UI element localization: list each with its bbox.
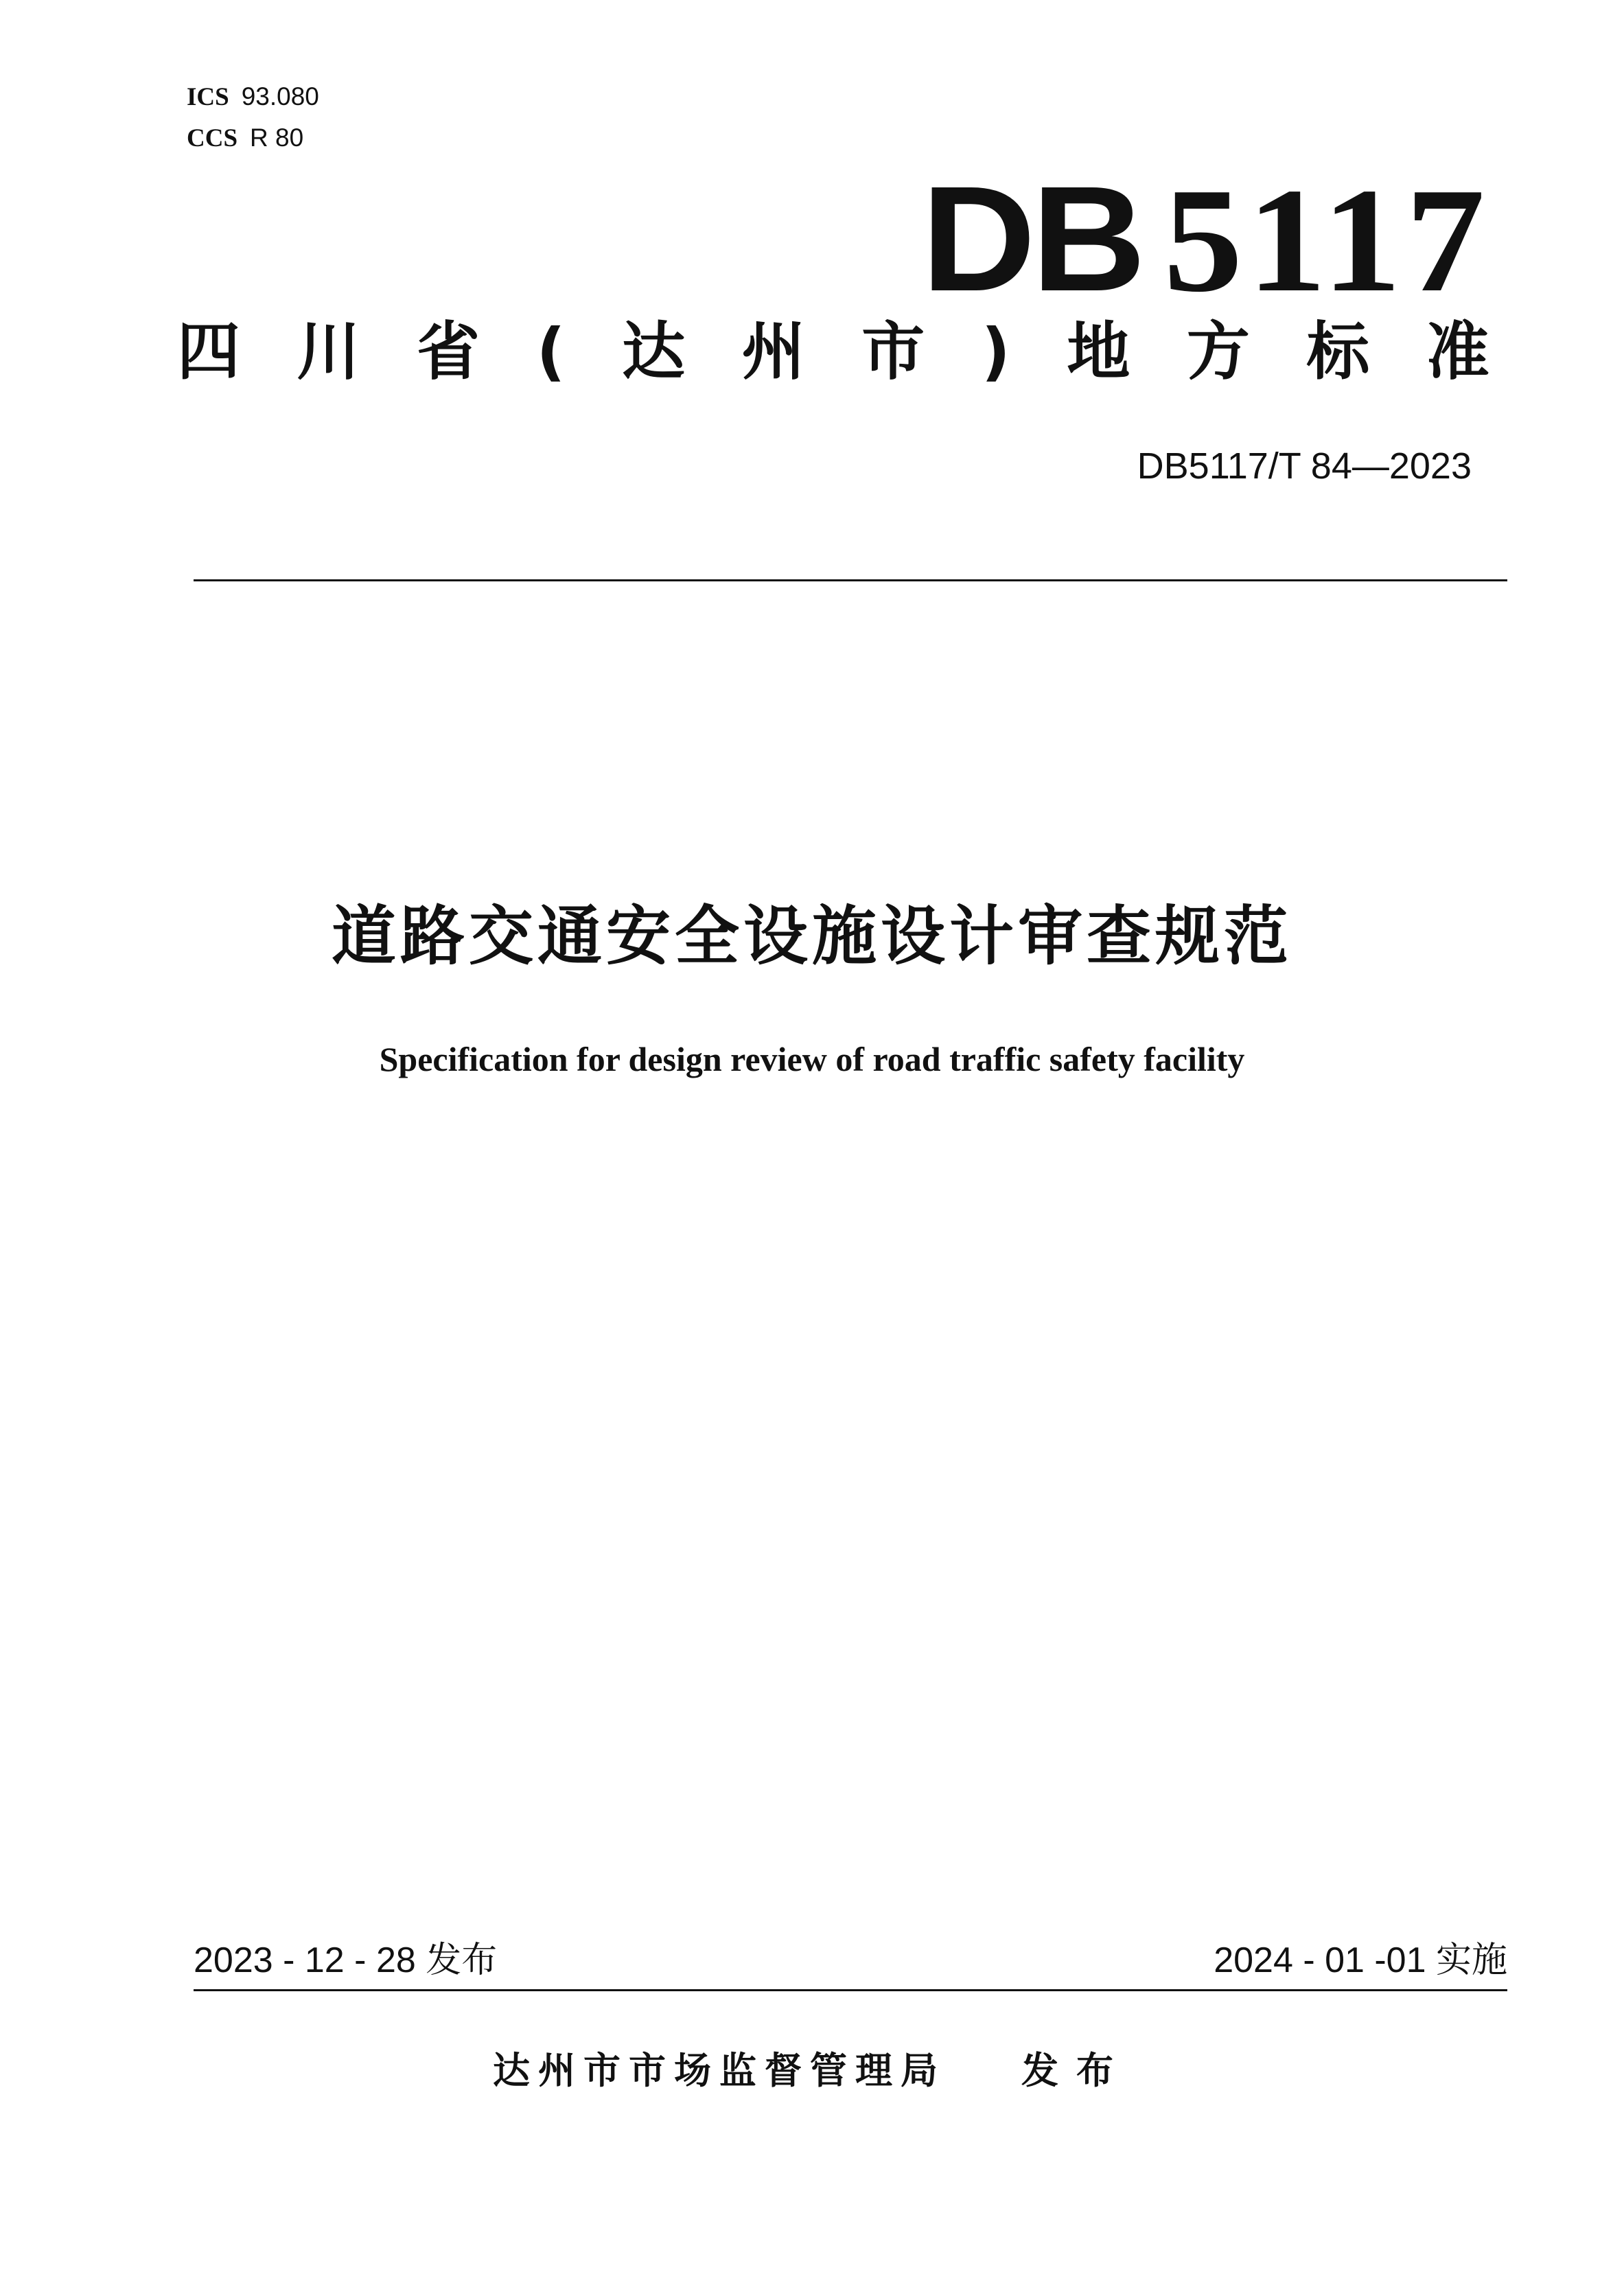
issue-date: 2023 - 12 - 28 bbox=[194, 1940, 416, 1980]
standard-kind-char: 市 bbox=[861, 315, 925, 389]
standard-mark-code: 5117 bbox=[1163, 158, 1489, 323]
implement-date: 2024 - 01 -01 bbox=[1214, 1940, 1426, 1980]
issue-date-line bbox=[194, 1940, 498, 1981]
bottom-divider bbox=[194, 1989, 1507, 1991]
ics-code bbox=[187, 84, 319, 110]
implement-date-line bbox=[1214, 1940, 1507, 1981]
issuer-line bbox=[0, 2049, 1624, 2092]
standard-number: DB5117/T 84—2023 bbox=[1137, 445, 1472, 487]
standard-kind-char: ( bbox=[536, 315, 566, 389]
standard-kind bbox=[177, 314, 1489, 390]
ccs-code bbox=[187, 125, 303, 151]
issuer-action: 发布 bbox=[1021, 2049, 1131, 2092]
standard-mark-db: DB bbox=[921, 156, 1142, 323]
standard-kind-char: 省 bbox=[417, 315, 480, 389]
standard-kind-char: 四 bbox=[177, 315, 241, 389]
standard-kind-char: 州 bbox=[741, 315, 805, 389]
top-divider bbox=[194, 579, 1507, 581]
implement-label: 实施 bbox=[1435, 1940, 1507, 1981]
standard-mark bbox=[921, 156, 1489, 323]
standard-kind-char: ) bbox=[981, 315, 1010, 389]
standard-kind-char: 标 bbox=[1306, 315, 1370, 389]
issuer-name: 达州市市场监督管理局 bbox=[493, 2049, 946, 2092]
standard-kind-char: 方 bbox=[1186, 315, 1250, 389]
standard-kind-char: 准 bbox=[1426, 315, 1489, 389]
document-title-cn: 道路交通安全设施设计审查规范 bbox=[331, 899, 1292, 974]
ics-label: ICS bbox=[187, 83, 229, 111]
standard-kind-char: 地 bbox=[1067, 315, 1130, 389]
ccs-value: R 80 bbox=[250, 124, 304, 152]
standard-kind-char: 川 bbox=[297, 315, 360, 389]
ccs-label: CCS bbox=[187, 124, 238, 152]
ics-value: 93.080 bbox=[241, 82, 319, 111]
document-title-en: Specification for design review of road traffic safety facility bbox=[379, 1040, 1245, 1078]
standard-kind-char: 达 bbox=[622, 315, 686, 389]
issue-label: 发布 bbox=[426, 1940, 498, 1981]
